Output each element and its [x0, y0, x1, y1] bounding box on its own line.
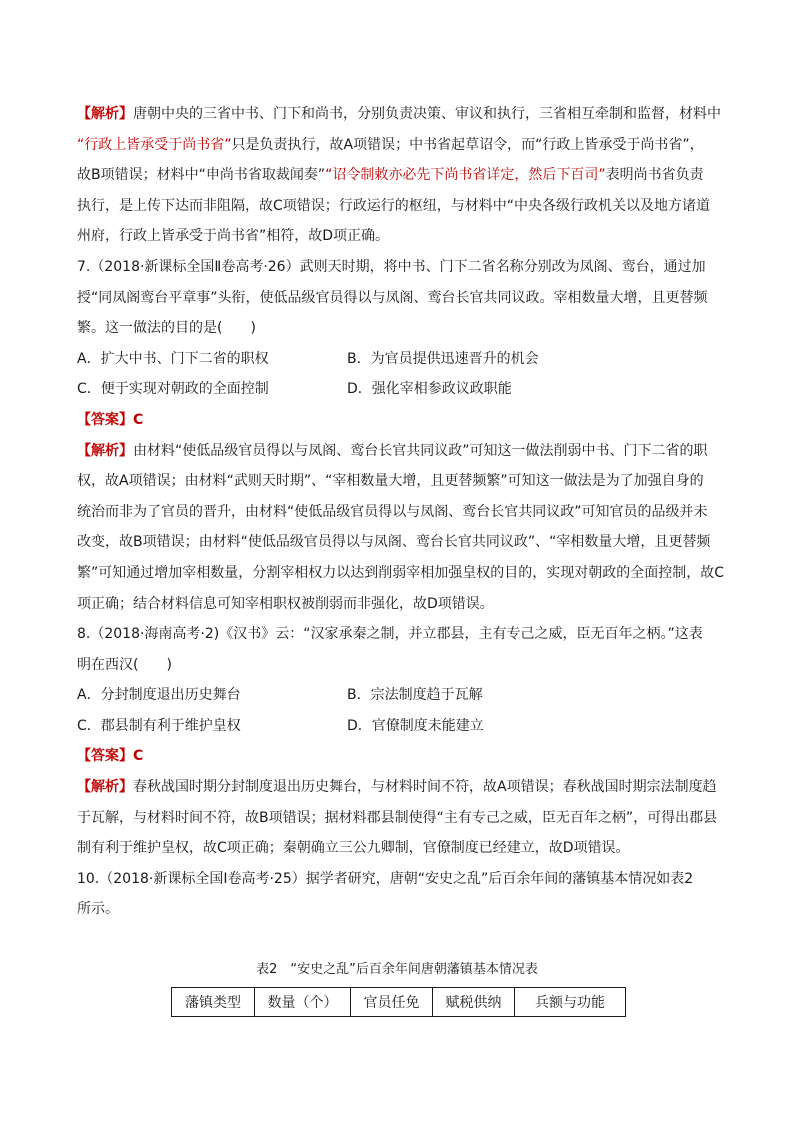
question-10-stem: 10.（2018·新课标全国Ⅰ卷高考·25）据学者研究，唐朝“安史之乱”后百余年间的藩镇基本情况如表2 — [77, 870, 694, 887]
question-7-options-row — [77, 374, 727, 405]
analysis-tag: 【解析】 — [77, 779, 133, 796]
analysis-tag: 【解析】 — [77, 106, 133, 122]
question-7-stem: 繁。这一做法的目的是( ) — [77, 320, 256, 337]
question-7-options-row — [77, 344, 727, 375]
analysis-text: 唐朝中央的三省中书、门下和尚书，分别负责决策、审议和执行，三省相互牵制和监督，材料中 — [133, 106, 721, 122]
analysis-line — [77, 160, 727, 191]
question-8-options-row — [77, 711, 727, 742]
analysis-line: 项正确；结合材料信息可知宰相职权被削弱而非强化，故D项错误。 — [77, 595, 494, 612]
answer-value: C — [133, 411, 144, 428]
question-8-stem: 8.（2018·海南高考·2)《汉书》云：“汉家承秦之制，并立郡县，主有专己之威，臣无百年之柄。”这表 — [77, 626, 703, 643]
analysis-line: 繁”可知通过增加宰相数量，分割宰相权力以达到削弱宰相加强皇权的目的，实现对朝政的全面控制，故C — [77, 564, 725, 581]
analysis-text: 表明尚书省负责 — [605, 167, 704, 184]
option-c: C．便于实现对朝政的全面控制 — [77, 381, 269, 398]
answer-tag: 【答案】 — [77, 748, 133, 765]
answer-value: C — [133, 748, 144, 765]
option-c: C．郡县制有利于维护皇权 — [77, 717, 241, 734]
quoted-material: “行政上皆承受于尚书省” — [77, 136, 232, 153]
analysis-line: 执行，是上传下达而非阻隔，故C项错误；行政运行的枢纽，与材料中“中央各级行政机关以及地方诸道 — [77, 197, 711, 214]
table-header-cell: 藩镇类型 — [172, 988, 255, 1017]
analysis-line — [77, 436, 727, 467]
answer-line — [77, 741, 727, 772]
analysis-line — [77, 130, 727, 161]
analysis-line: 州府，行政上皆承受于尚书省”相符，故D项正确。 — [77, 228, 390, 245]
analysis-line: 统治而非为了官员的晋升，由材料“使低品级官员得以与凤阁、鸾台长官共同议政”可知官员的品级并未 — [77, 503, 708, 520]
quoted-material: “诏令制敕亦必先下尚书省详定，然后下百司” — [325, 167, 606, 184]
option-d: D．强化宰相参政议政职能 — [347, 381, 512, 398]
table-caption: 表2 “安史之乱”后百余年间唐朝藩镇基本情况表 — [256, 962, 538, 977]
option-d: D．官僚制度未能建立 — [347, 717, 484, 734]
analysis-line: 改变，故B项错误；由材料“使低品级官员得以与凤阁、鸾台长官共同议政”、“宰相数量大增，且更替频 — [77, 534, 711, 551]
table-header-cell: 官员任免 — [351, 988, 433, 1017]
answer-tag: 【答案】 — [77, 411, 133, 428]
analysis-text: 只是负责执行，故A项错误；中书省起草诏令，而“行政上皆承受于尚书省”， — [231, 136, 704, 153]
analysis-tag: 【解析】 — [77, 442, 133, 459]
table-header-cell: 数量（个） — [255, 988, 351, 1017]
analysis-line: 权，故A项错误；由材料“武则天时期”、“宰相数量大增，且更替频繁”可知这一做法是为了加强自身的 — [77, 473, 704, 490]
table-header-cell: 赋税供纳 — [433, 988, 515, 1017]
option-b: B．为官员提供迅速晋升的机会 — [347, 350, 539, 367]
answer-line — [77, 405, 727, 436]
option-a: A．分封制度退出历史舞台 — [77, 687, 241, 704]
table-2 — [171, 987, 626, 1017]
table-header-row — [172, 988, 626, 1017]
question-8-stem: 明在西汉( ) — [77, 656, 172, 673]
analysis-text: 春秋战国时期分封制度退出历史舞台，与材料时间不符，故A项错误；春秋战国时期宗法制度趋 — [133, 779, 717, 796]
analysis-line: 于瓦解，与材料时间不符，故B项错误；据材料郡县制使得“主有专己之威，臣无百年之柄”，可得出郡县 — [77, 809, 718, 826]
option-b: B．宗法制度趋于瓦解 — [347, 687, 483, 704]
analysis-line: 制有利于维护皇权，故C项正确；秦朝确立三公九卿制，官僚制度已经建立，故D项错误。 — [77, 840, 630, 857]
analysis-line — [77, 772, 727, 803]
question-7-stem: 7.（2018·新课标全国Ⅱ卷高考·26）武则天时期，将中书、门下二省名称分别改为凤阁、鸾台，通过加 — [77, 258, 706, 275]
question-8-options-row — [77, 680, 727, 711]
analysis-text: 由材料“使低品级官员得以与凤阁、鸾台长官共同议政”可知这一做法削弱中书、门下二省的职 — [133, 442, 708, 459]
table-header-cell: 兵额与功能 — [515, 988, 626, 1017]
option-a: A．扩大中书、门下二省的职权 — [77, 350, 269, 367]
question-10-stem: 所示。 — [77, 901, 119, 918]
question-7-stem: 授“同凤阁鸾台平章事”头衔，使低品级官员得以与凤阁、鸾台长官共同议政。宰相数量大增，且更替频 — [77, 289, 708, 306]
analysis-text: 故B项错误；材料中“申尚书省取裁闻奏” — [77, 167, 326, 184]
analysis-paragraph — [77, 99, 727, 130]
document-body — [77, 99, 727, 925]
